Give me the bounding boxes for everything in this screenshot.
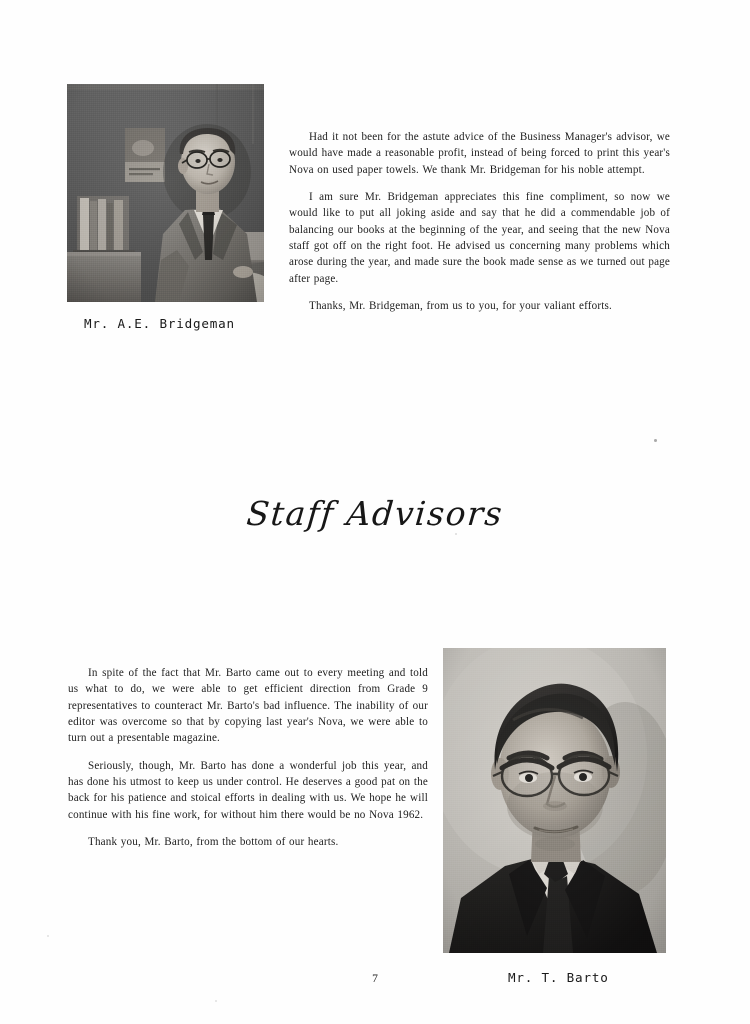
paragraph: Thanks, Mr. Bridgeman, from us to you, for your valiant efforts.	[309, 300, 612, 313]
barto-article-text	[68, 665, 428, 850]
scan-speck	[455, 533, 457, 535]
paragraph: In spite of the fact that Mr. Barto came out to every meeting and told us what to do, we were able to get efficient direction from Grade 9 representatives to counteract Mr. Barto's bad influence. The inability of our editor was overcome so that by copying last year's Nova, we were able to turn out a presentable magazine.	[68, 667, 428, 745]
paragraph: Had it not been for the astute advice of the Business Manager's advisor, we would have made a reasonable profit, instead of being forced to print this year's Nova on used paper towels. We thank Mr. Bridgeman for his noble attempt.	[289, 131, 670, 176]
paragraph: Thank you, Mr. Barto, from the bottom of our hearts.	[88, 836, 339, 849]
photo-bridgeman	[67, 84, 264, 302]
scan-speck	[215, 1000, 217, 1002]
paragraph: I am sure Mr. Bridgeman appreciates this fine compliment, so now we would like to put all joking aside and say that he did a commendable job of balancing our books at the beginning of the year, and seeing that the new Nova staff got off on the right foot. He advised us concerning many problems which arose during the year, and made sure the book made sense as we turned out page after page.	[289, 191, 670, 285]
scan-speck	[47, 935, 49, 937]
caption-bridgeman: Mr. A.E. Bridgeman	[84, 316, 235, 331]
photo-barto	[443, 648, 666, 953]
photo-bridgeman-image	[67, 84, 264, 302]
scan-speck	[654, 439, 657, 442]
page-number: 7	[372, 972, 378, 985]
bridgeman-article-text	[289, 129, 670, 314]
section-heading-staff-advisors: Staff Advisors	[245, 494, 505, 533]
caption-barto: Mr. T. Barto	[508, 970, 609, 985]
photo-barto-image	[443, 648, 666, 953]
paragraph: Seriously, though, Mr. Barto has done a wonderful job this year, and has done his utmost to keep us under control. He deserves a good pat on the back for his patience and stoical efforts in dealing with us. We hope he will continue with his fine work, for without him there would be no Nova 1962.	[68, 759, 428, 821]
